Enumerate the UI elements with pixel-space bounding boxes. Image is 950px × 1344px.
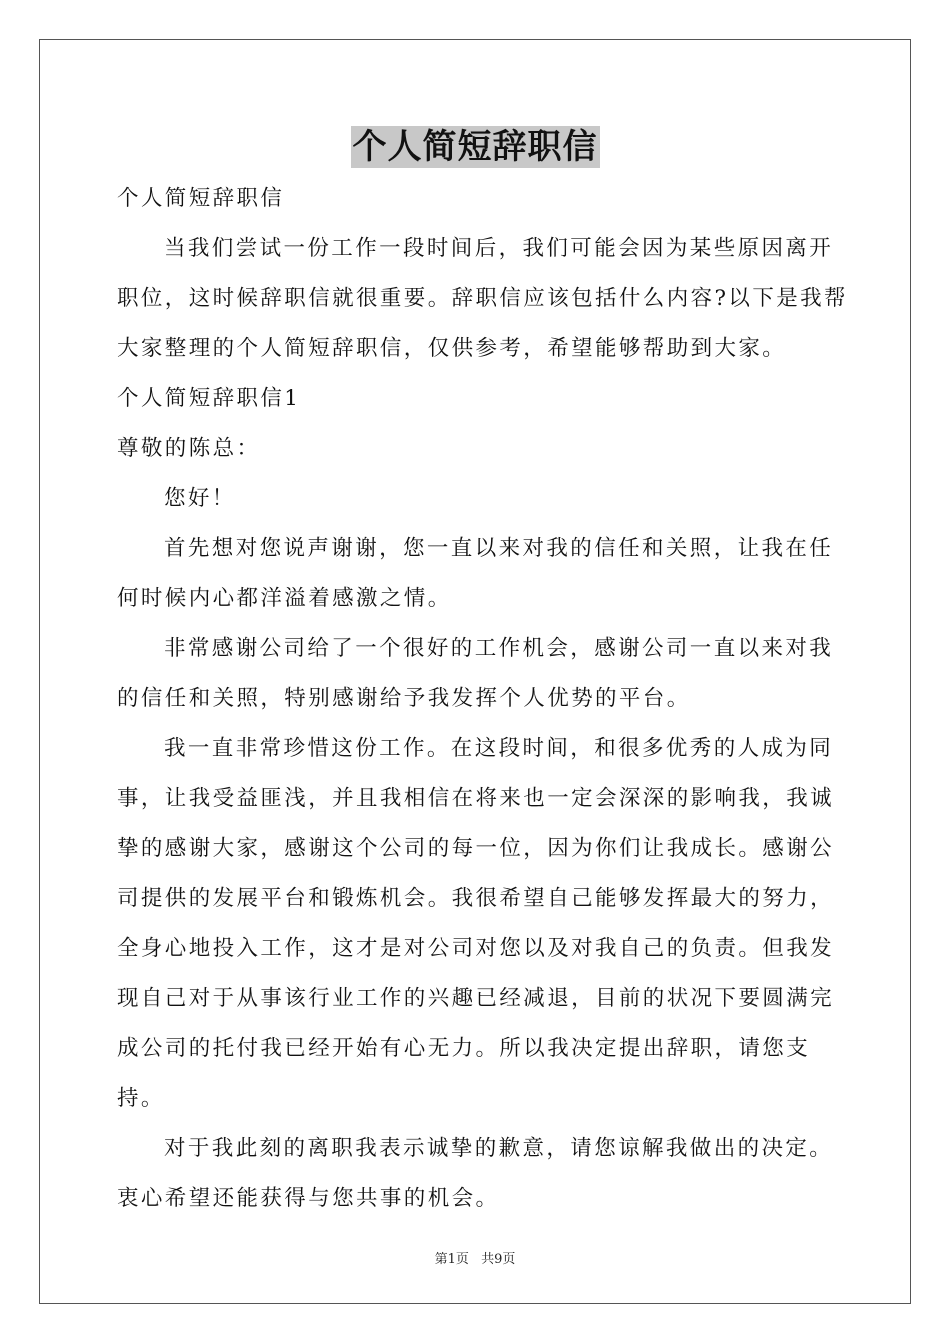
body-paragraph: 非常感谢公司给了一个很好的工作机会，感谢公司一直以来对我的信任和关照，特别感谢给予我发挥个人优势的平台。 xyxy=(117,636,834,711)
page-total: 共9页 xyxy=(481,1252,516,1267)
document-subtitle: 个人简短辞职信 xyxy=(117,186,285,211)
body-paragraph: 首先想对您说声谢谢，您一直以来对我的信任和关照，让我在任何时候内心都洋溢着感激之情。 xyxy=(117,536,834,611)
title-container xyxy=(0,126,950,168)
greeting: 您好！ xyxy=(164,486,236,511)
body-paragraph: 对于我此刻的离职我表示诚挚的歉意，请您谅解我做出的决定。衷心希望还能获得与您共事的机会。 xyxy=(117,1136,834,1211)
document-body xyxy=(117,174,857,1224)
document-title: 个人简短辞职信 xyxy=(352,127,598,167)
page-number: 第1页 xyxy=(434,1252,469,1267)
page-footer xyxy=(0,1248,950,1267)
salutation: 尊敬的陈总： xyxy=(117,436,261,461)
intro-paragraph: 当我们尝试一份工作一段时间后，我们可能会因为某些原因离开职位，这时候辞职信就很重要。辞职信应该包括什么内容?以下是我帮大家整理的个人简短辞职信，仅供参考，希望能够帮助到大家。 xyxy=(117,236,848,361)
section-heading: 个人简短辞职信1 xyxy=(117,386,301,411)
body-paragraph: 我一直非常珍惜这份工作。在这段时间，和很多优秀的人成为同事，让我受益匪浅，并且我相信在将来也一定会深深的影响我，我诚挚的感谢大家，感谢这个公司的每一位，因为你们让我成长。感谢公司提供的发展平台和锻炼机会。我很希望自己能够发挥最大的努力，全身心地投入工作，这才是对公司对您以及对我自己的负责。但我发现自己对于从事该行业工作的兴趣已经减退，目前的状况下要圆满完成公司的托付我已经开始有心无力。所以我决定提出辞职，请您支持。 xyxy=(117,736,835,1111)
